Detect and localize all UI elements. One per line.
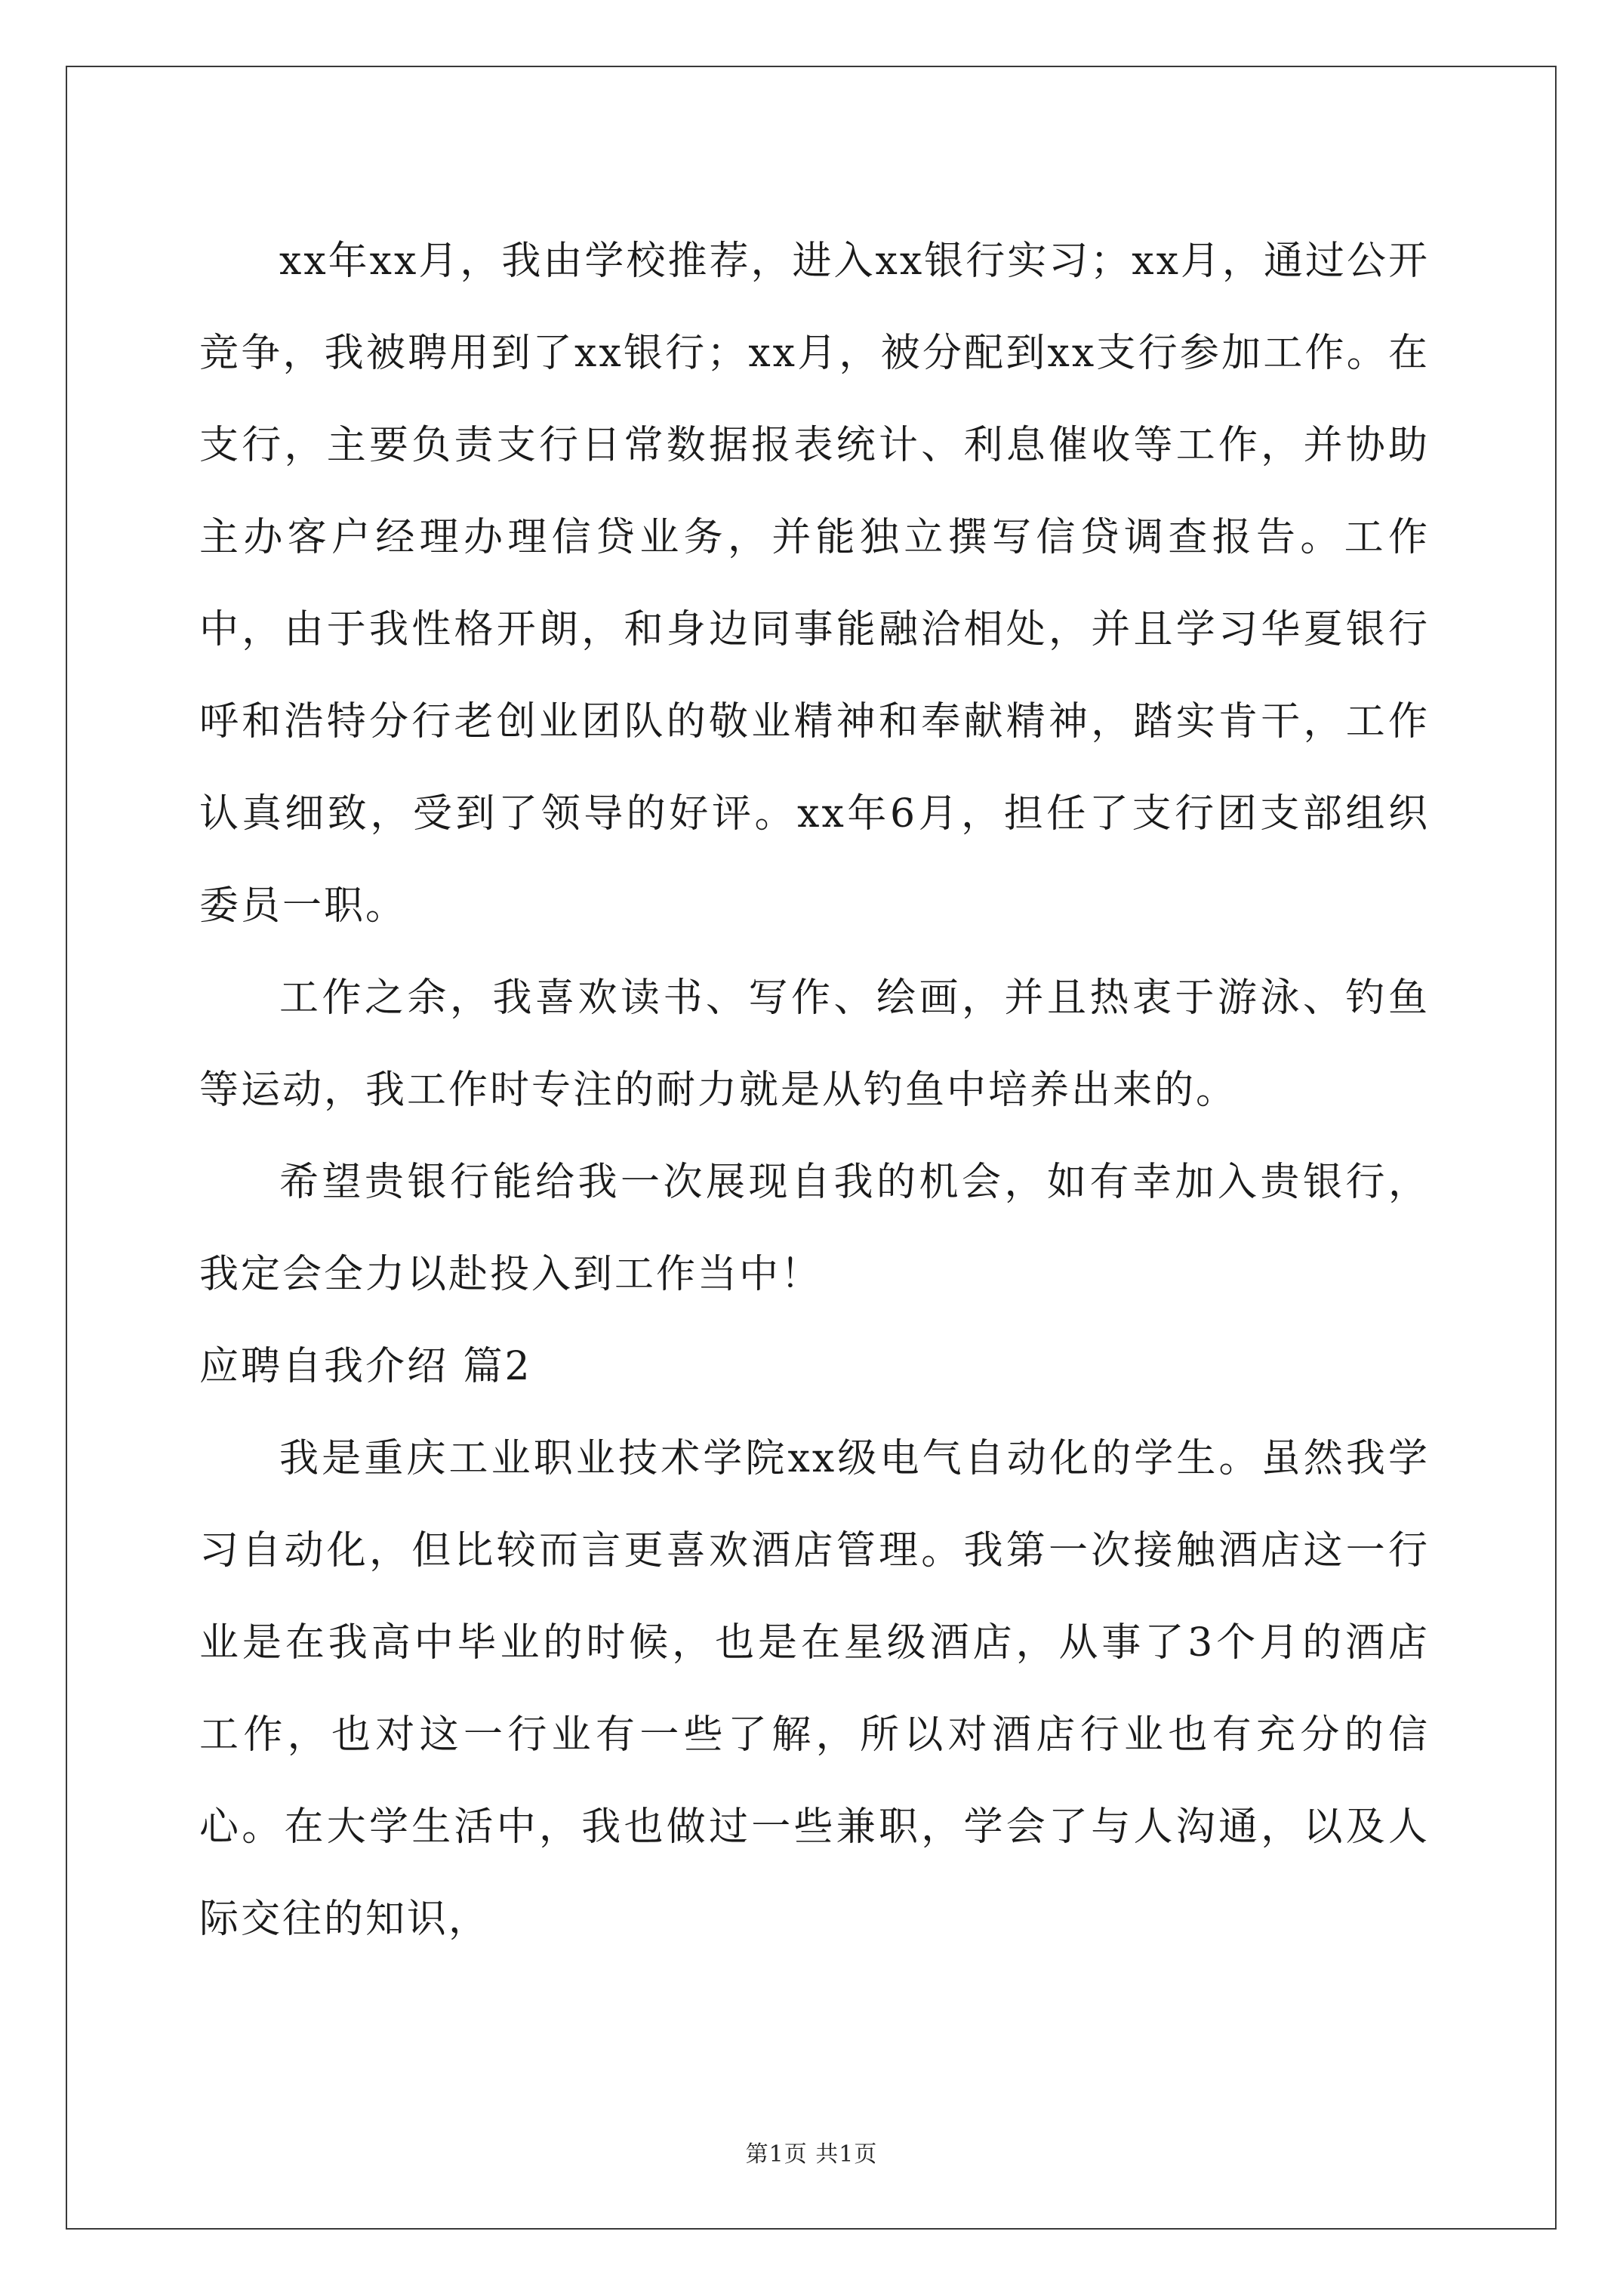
document-body xyxy=(199,215,1430,1965)
section-paragraph-1: 我是重庆工业职业技术学院xx级电气自动化的学生。虽然我学习自动化，但比较而言更喜欢酒店管理。我第一次接触酒店这一行业是在我高中毕业的时候，也是在星级酒店，从事了3个月的酒店工作，也对这一行业有一些了解，所以对酒店行业也有充分的信心。在大学生活中，我也做过一些兼职，学会了与人沟通，以及人际交往的知识， xyxy=(199,1436,1430,1942)
paragraph-3: 希望贵银行能给我一次展现自我的机会，如有幸加入贵银行，我定会全力以赴投入到工作当中！ xyxy=(199,1160,1430,1297)
paragraph-1: xx年xx月，我由学校推荐，进入xx银行实习；xx月，通过公开竞争，我被聘用到了xx银行；xx月，被分配到xx支行参加工作。在支行，主要负责支行日常数据报表统计、利息催收等工作，并协助主办客户经理办理信贷业务，并能独立撰写信贷调查报告。工作中，由于我性格开朗，和身边同事能融洽相处，并且学习华夏银行呼和浩特分行老创业团队的敬业精神和奉献精神，踏实肯干，工作认真细致，受到了领导的好评。xx年6月，担任了支行团支部组织委员一职。 xyxy=(199,239,1430,929)
page-footer: 第1页 共1页 xyxy=(745,2141,878,2168)
section-heading: 应聘自我介绍 篇2 xyxy=(199,1344,532,1389)
paragraph-2: 工作之余，我喜欢读书、写作、绘画，并且热衷于游泳、钓鱼等运动，我工作时专注的耐力就是从钓鱼中培养出来的。 xyxy=(199,975,1430,1113)
